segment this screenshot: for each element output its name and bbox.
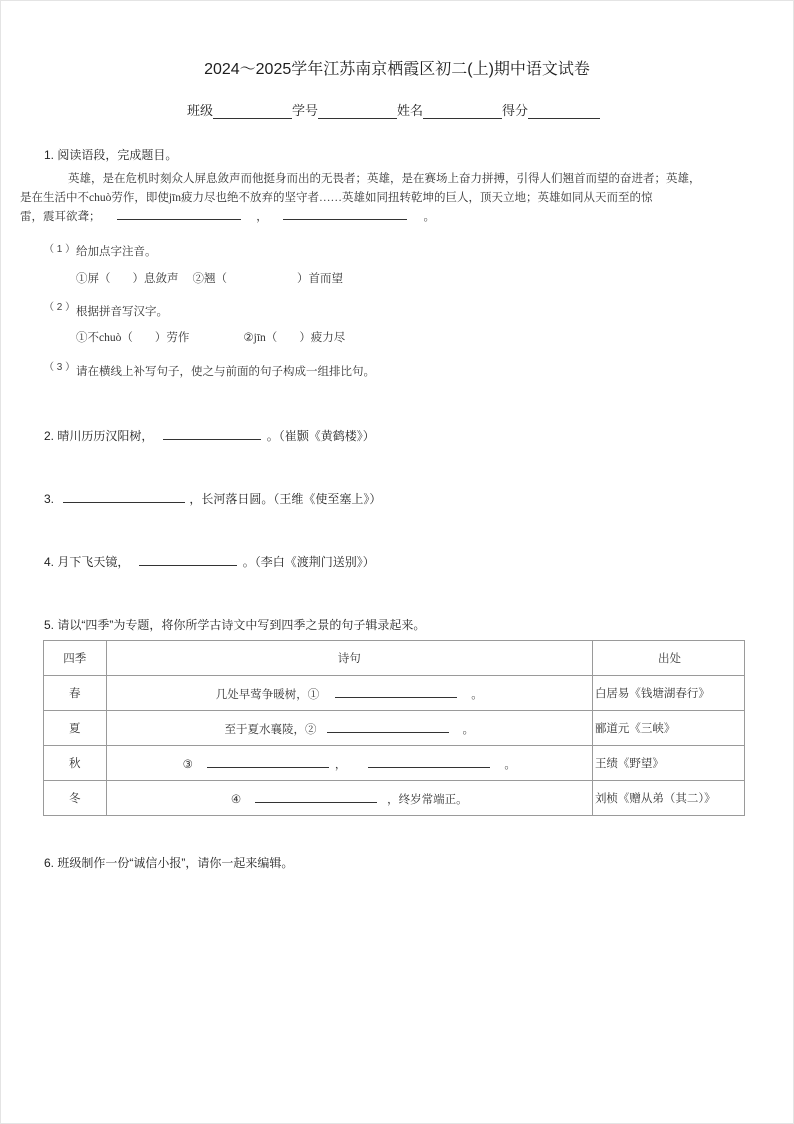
verse-blank-3a[interactable]: [207, 755, 329, 768]
name-field[interactable]: [423, 104, 502, 119]
question-2-blank[interactable]: [163, 427, 261, 440]
question-4: [44, 553, 375, 570]
question-3-blank[interactable]: [63, 490, 185, 503]
question-6-heading: 6. 班级制作一份“诚信小报”，请你一起来编辑。: [44, 856, 294, 870]
verse-cell: [106, 711, 592, 746]
question-5-heading: 5. 请以“四季”为专题，将你所学古诗文中写到四季之景的句子辑录起来。: [44, 618, 426, 632]
page-title: 2024～2025学年江苏南京栖霞区初二(上)期中语文试卷: [204, 61, 590, 78]
pinyin-1-prefix: ①不chuò（: [76, 332, 133, 344]
score-field[interactable]: [528, 104, 600, 119]
item-1-suffix: ）息敛声: [132, 273, 179, 285]
subquestion-1-number: （ 1 ）: [44, 244, 76, 255]
subquestion-2-text: 根据拼音写汉字。: [76, 306, 168, 318]
question-2: [44, 427, 375, 444]
verse-prefix: 至于夏水襄陵，②: [224, 723, 317, 736]
passage-blank-1[interactable]: [117, 207, 241, 220]
header-season: 四季: [44, 641, 107, 676]
item-1-prefix: ①屏（: [76, 273, 111, 285]
table-row: [44, 746, 745, 781]
subquestion-2-number: （ 2 ）: [44, 302, 76, 313]
season-cell: 夏: [44, 711, 107, 746]
source-cell: 王绩《野望》: [592, 746, 744, 781]
verse-blank-1[interactable]: [335, 685, 457, 698]
verse-suffix: ，终岁常端正。: [387, 793, 468, 806]
question-1-heading: 1. 阅读语段，完成题目。: [44, 148, 178, 162]
verse-prefix: 几处早莺争暖树，①: [215, 688, 320, 701]
table-row: [44, 711, 745, 746]
question-4-prefix: 4. 月下飞天镜，: [44, 555, 130, 569]
name-label: 姓名: [397, 103, 424, 118]
question-4-suffix: 。（李白《渡荆门送别》）: [242, 555, 375, 569]
pinyin-2-suffix: ）疲力尽: [299, 332, 346, 344]
passage-line-1: 英雄，是在危机时刻众人屏息敛声而他挺身而出的无畏者；英雄，是在赛场上奋力拼搏，引得人们翘首而望的奋进者；英雄，: [68, 173, 701, 185]
question-2-suffix: 。（崔颢《黄鹤楼》）: [266, 429, 375, 443]
pinyin-2-prefix: ②jīn（: [243, 332, 278, 344]
id-field[interactable]: [318, 104, 397, 119]
header-source: 出处: [592, 641, 744, 676]
table-row: [44, 676, 745, 711]
verse-suffix: 。: [471, 688, 483, 701]
verse-middle: ，: [334, 758, 347, 771]
item-2-suffix: ）首而望: [297, 273, 343, 285]
verse-blank-4[interactable]: [255, 790, 377, 803]
passage-line-3: 雷，震耳欲聋；: [20, 211, 101, 223]
passage-period: 。: [423, 211, 435, 223]
seasons-poem-table: [43, 640, 745, 816]
passage-blank-2[interactable]: [283, 207, 407, 220]
season-cell: 冬: [44, 781, 107, 816]
class-field[interactable]: [213, 104, 292, 119]
passage-line-2: 是在生活中不chuò劳作，即使jīn疲力尽也绝不放弃的坚守者……英雄如同扭转乾坤的巨人，顶天立地；英雄如同从天而至的惊: [20, 191, 653, 204]
header-verse: 诗句: [106, 641, 592, 676]
verse-prefix: ④: [230, 793, 242, 806]
pinyin-1-suffix: ）劳作: [154, 332, 190, 344]
score-label: 得分: [502, 103, 529, 118]
verse-blank-3b[interactable]: [368, 755, 490, 768]
source-cell: 郦道元《三峡》: [592, 711, 744, 746]
student-info-line: [187, 100, 600, 119]
question-3: [44, 490, 381, 507]
question-2-prefix: 2. 晴川历历汉阳树，: [44, 429, 154, 443]
source-cell: 白居易《钱塘湖春行》: [592, 676, 744, 711]
question-3-suffix: ，长河落日圆。（王维《使至塞上》）: [189, 492, 382, 506]
verse-suffix: 。: [504, 758, 516, 771]
verse-blank-2[interactable]: [327, 720, 449, 733]
passage-comma: ，: [256, 211, 268, 223]
class-label: 班级: [187, 103, 214, 118]
season-cell: 春: [44, 676, 107, 711]
question-4-blank[interactable]: [139, 553, 237, 566]
verse-suffix: 。: [462, 723, 475, 736]
subquestion-3-number: （ 3 ）: [44, 362, 76, 373]
subquestion-1-items: [76, 270, 343, 286]
subquestion-3-text: 请在横线上补写句子，使之与前面的句子构成一组排比句。: [76, 366, 375, 378]
item-2-prefix: ②翘（: [192, 273, 227, 285]
verse-prefix: ③: [182, 758, 193, 771]
verse-cell: [106, 676, 592, 711]
subquestion-1-text: 给加点字注音。: [76, 246, 157, 258]
table-header-row: [44, 641, 745, 676]
source-cell: 刘桢《赠从弟（其二）》: [592, 781, 744, 816]
table-row: [44, 781, 745, 816]
question-3-number: 3.: [44, 492, 55, 506]
verse-cell: [106, 781, 592, 816]
verse-cell: [106, 746, 592, 781]
season-cell: 秋: [44, 746, 107, 781]
subquestion-2-items: [76, 329, 345, 345]
question-1-passage: [20, 170, 756, 227]
id-label: 学号: [292, 103, 319, 118]
